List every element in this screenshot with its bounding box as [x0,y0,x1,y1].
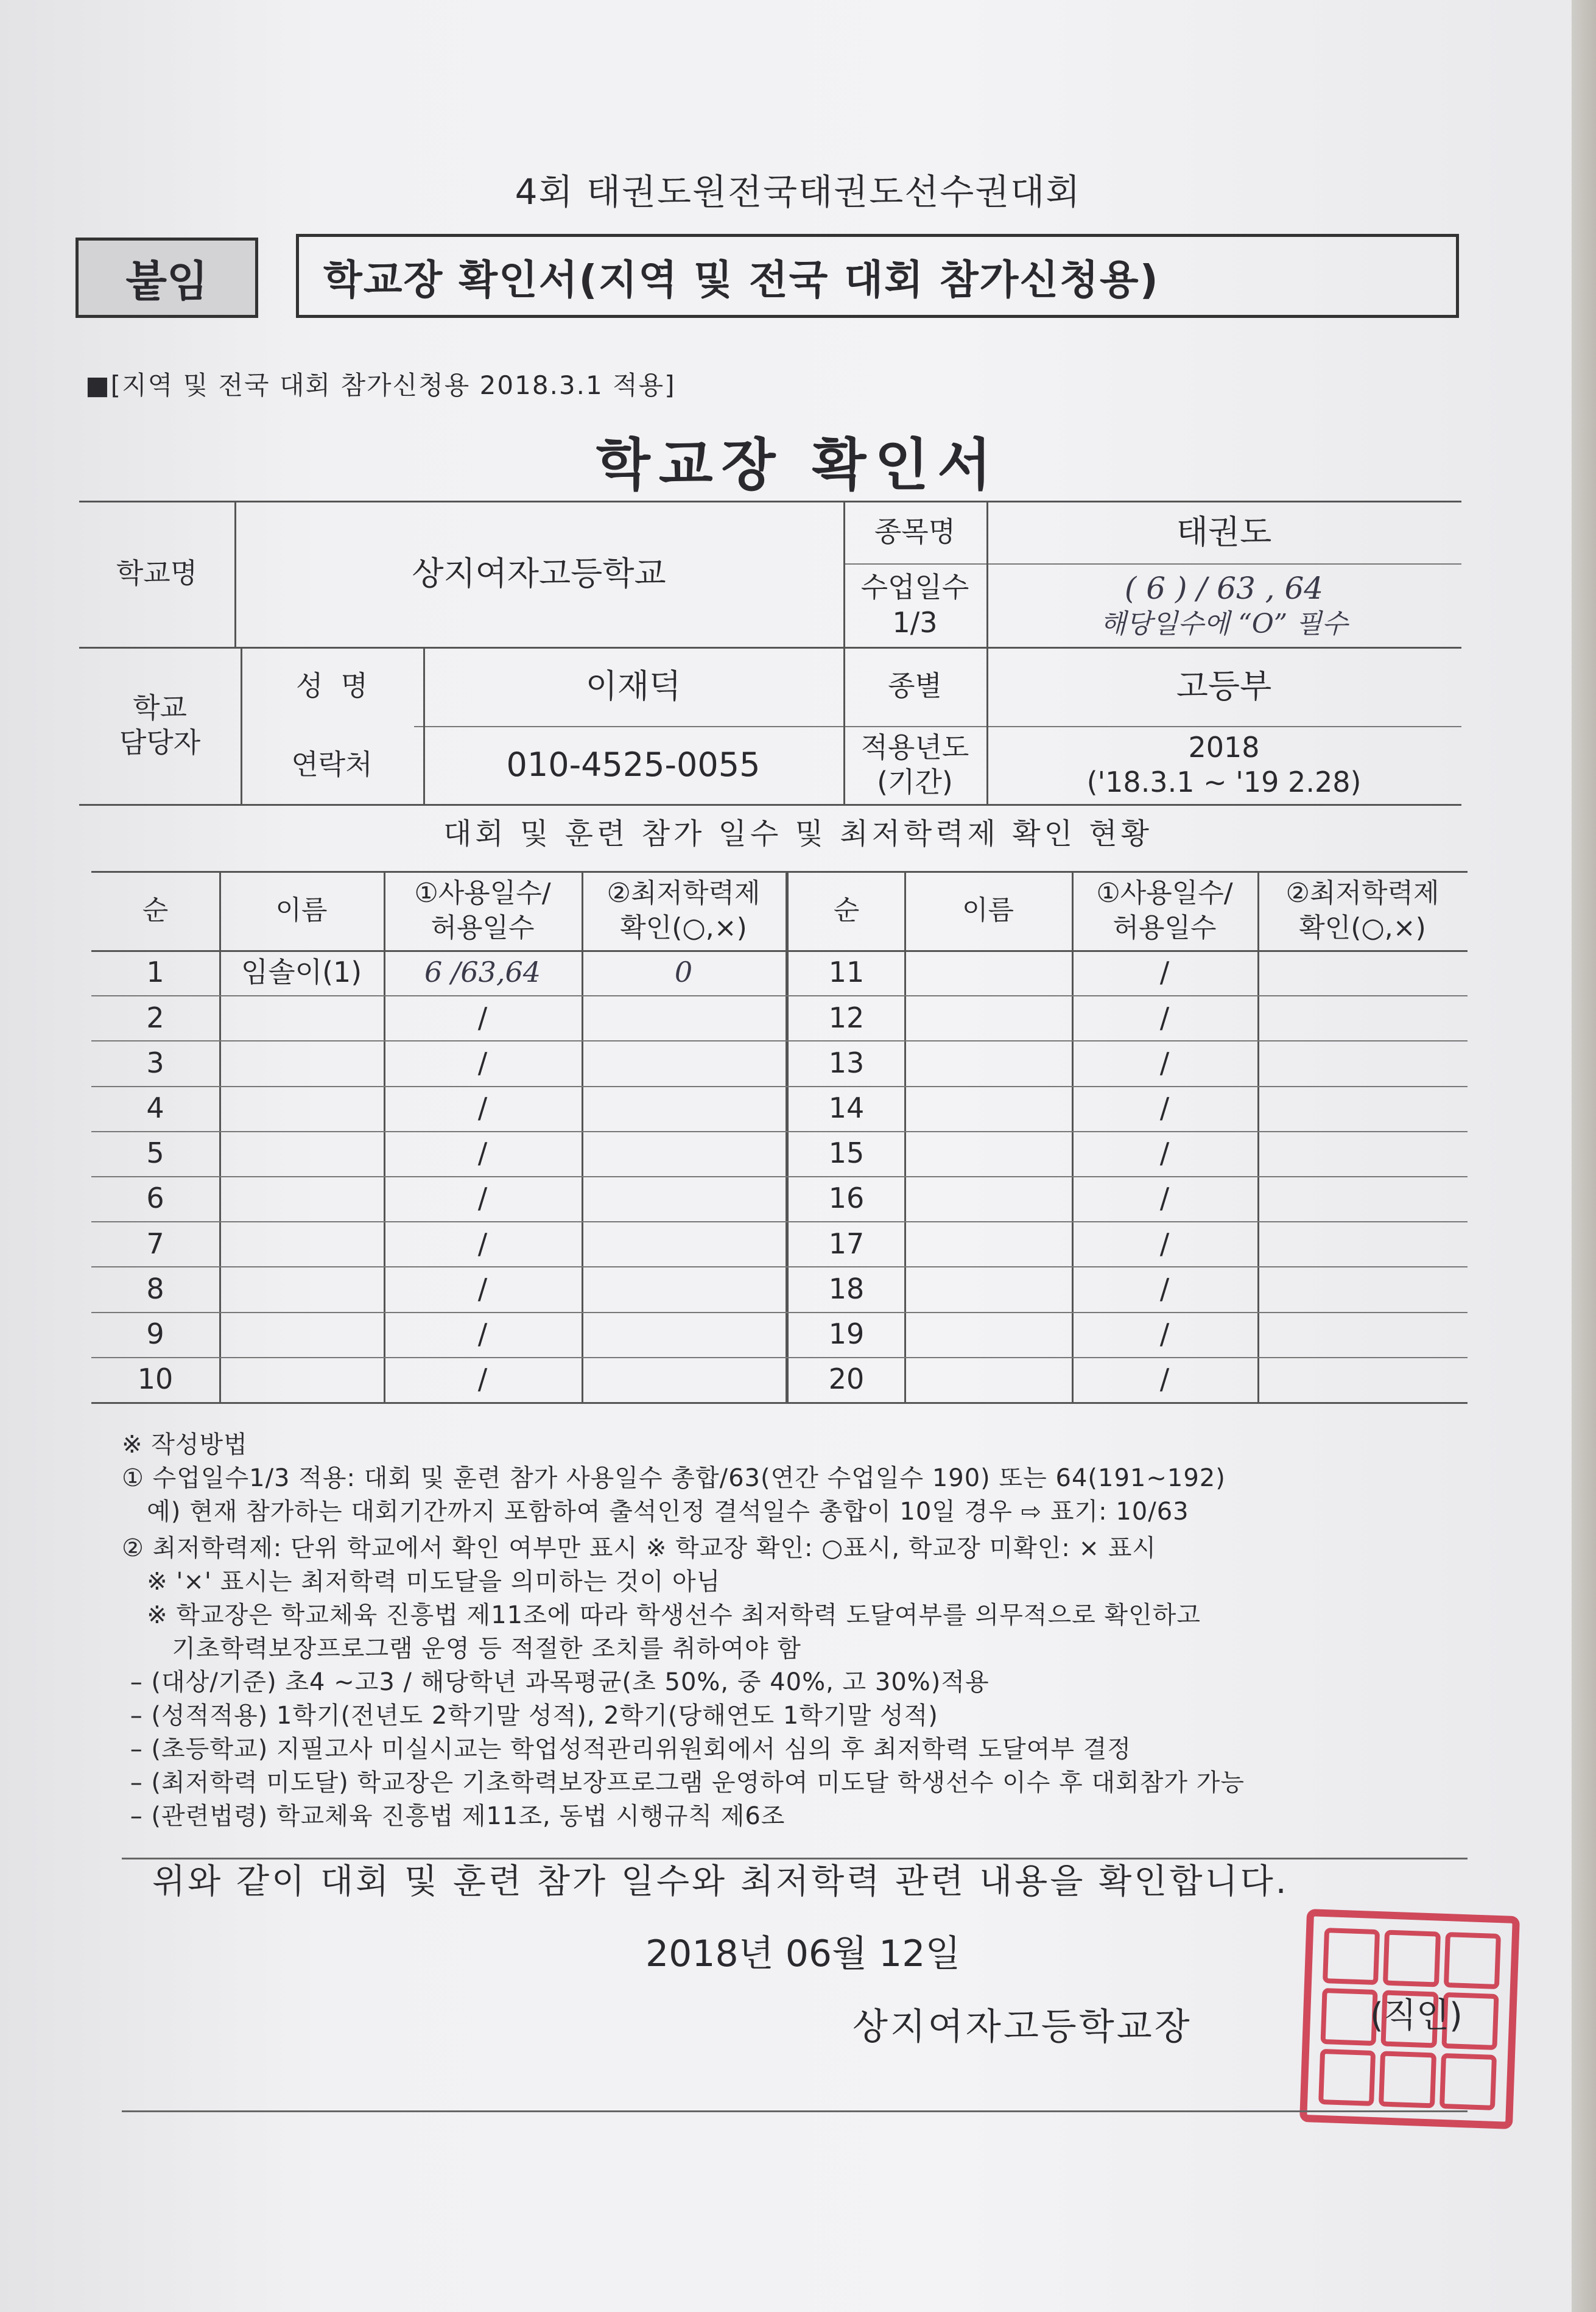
row-check-left [582,995,786,1040]
row-no-right: 16 [828,1182,865,1215]
manager-label-line2: 담당자 [119,726,201,759]
row-days-left: / [477,1001,488,1034]
row-no-right: 19 [828,1317,865,1350]
year-label [843,726,986,804]
row-days-right: / [1159,1317,1170,1350]
row-name-left [219,1086,384,1131]
method-heading: ※ 작성방법 [122,1431,248,1459]
row-name-left [219,1040,384,1085]
class-days-label [843,563,986,647]
row-name-right [904,1266,1072,1311]
row-days-right: / [1159,1362,1170,1396]
row-check-right [1257,1312,1468,1357]
year-label-line2: (기간) [877,766,953,798]
header-days-left-line1: ①사용일수/ [414,877,551,909]
header-name-left: 이름 [275,895,328,926]
header-name-right: 이름 [961,895,1014,926]
row-check-right [1257,1357,1468,1402]
paper-edge [1572,0,1596,2312]
row-check-left [582,1357,786,1402]
class-days-fraction: ( 6 ) / 63 , 64 [1124,570,1324,606]
row-days-left: 6 /63,64 [424,956,541,989]
header-days-right-line1: ①사용일수/ [1096,877,1233,909]
class-days-label-line2: 1/3 [892,605,938,639]
row-days-left: / [477,1091,488,1124]
row-check-left [582,1040,786,1085]
header-no-right: 순 [833,895,860,926]
row-check-right [1257,1040,1468,1085]
row-days-right: / [1159,1182,1170,1215]
row-no-left: 3 [146,1046,164,1079]
row-name-left [219,995,384,1040]
method-line: – (초등학교) 지필고사 미실시교는 학업성적관리위원회에서 심의 후 최저학력 도달여부 결정 [122,1735,1132,1763]
header-days-left-line2: 허용일수 [431,912,535,943]
row-check-right [1257,950,1468,995]
method-line: – (성적적용) 1학기(전년도 2학기말 성적), 2학기(당해연도 1학기말 성적) [122,1702,938,1730]
row-no-right: 17 [828,1227,865,1260]
row-name-right [904,995,1072,1040]
row-no-right: 14 [828,1091,865,1124]
row-name-right [904,1176,1072,1221]
manager-name-value: 이재덕 [585,667,681,706]
row-check-left [582,1086,786,1131]
attachment-label: 붙임 [76,238,258,318]
row-check-left [582,1266,786,1311]
header-check-left-line1: ②최저학력제 [606,877,761,909]
row-no-right: 12 [828,1001,865,1034]
row-days-left: / [477,1227,488,1260]
manager-label-line1: 학교 [133,691,187,724]
header-days-right [1072,871,1257,950]
manager-label [79,647,241,804]
row-check-right [1257,1131,1468,1176]
row-days-left: / [477,1182,488,1215]
method-line: – (대상/기준) 초4 ~고3 / 해당학년 과목평균(초 50%, 중 40%, 고 30%)적용 [122,1668,990,1696]
contact-label: 연락처 [291,748,373,781]
notice-text: ■[지역 및 전국 대회 참가신청용 2018.3.1 적용] [85,370,676,400]
method-line: ※ 학교장은 학교체육 진흥법 제11조에 따라 학생선수 최저학력 도달여부를 의무적으로 확인하고 [122,1601,1201,1629]
row-name-left [219,1176,384,1221]
sport-value: 태권도 [1176,512,1272,551]
section-title: 대회 및 훈련 참가 일수 및 최저학력제 확인 현황 [443,817,1153,851]
row-check-right [1257,1176,1468,1221]
class-days-label-line1: 수업일수 [860,571,969,604]
row-check-right [1257,995,1468,1040]
row-days-left: / [477,1362,488,1396]
header-check-right-line1: ②최저학력제 [1285,877,1440,909]
year-value [986,726,1461,804]
method-line: ① 수업일수1/3 적용: 대회 및 훈련 참가 사용일수 총합/63(연간 수업일수 190) 또는 64(191~192) [122,1464,1226,1492]
header-title: 학교장 확인서(지역 및 전국 대회 참가신청용) [296,234,1459,318]
row-no-left: 8 [146,1272,164,1305]
header-days-right-line2: 허용일수 [1113,912,1217,943]
row-days-right: / [1159,1001,1170,1034]
row-name-left [219,1357,384,1402]
method-line: – (관련법령) 학교체육 진흥법 제11조, 동법 시행규칙 제6조 [122,1802,786,1830]
row-name-left [219,1266,384,1311]
row-name-right [904,1040,1072,1085]
method-line: 예) 현재 참가하는 대회기간까지 포함하여 출석인정 결석일수 총합이 10일 경우 ⇨ 표기: 10/63 [122,1498,1189,1526]
row-check-right [1257,1086,1468,1131]
row-no-left: 5 [146,1137,164,1170]
class-days-value [986,563,1461,647]
principal-name: 상지여자고등학교장 [852,2006,1192,2048]
row-check-right [1257,1221,1468,1266]
row-no-left: 4 [146,1091,164,1124]
row-name-right [904,1312,1072,1357]
row-name-right [904,1221,1072,1266]
header-check-right [1257,871,1468,950]
school-name-value: 상지여자고등학교 [412,554,666,593]
row-no-right: 13 [828,1046,865,1079]
seal-label: (직인) [1370,1996,1463,2035]
year-value-line1: 2018 [1188,730,1260,764]
category-value: 고등부 [1176,667,1272,706]
row-no-right: 20 [828,1362,865,1396]
row-no-left: 6 [146,1182,164,1215]
school-name-label: 학교명 [116,557,198,590]
header-check-left-line2: 확인(○,×) [620,912,747,943]
row-name-right [904,1357,1072,1402]
category-label: 종별 [888,669,942,703]
row-days-left: / [477,1272,488,1305]
event-title: 4회 태권도원전국태권도선수권대회 [515,171,1081,213]
issue-date: 2018년 06월 12일 [645,1933,961,1975]
row-no-left: 9 [146,1317,164,1350]
row-days-right: / [1159,1272,1170,1305]
row-name-left [219,1221,384,1266]
row-days-right: / [1159,1137,1170,1170]
row-no-right: 15 [828,1137,865,1170]
row-days-right: / [1159,1046,1170,1079]
row-no-right: 11 [828,956,865,989]
row-no-right: 18 [828,1272,865,1305]
row-days-left: / [477,1137,488,1170]
method-line: ② 최저학력제: 단위 학교에서 확인 여부만 표시 ※ 학교장 확인: ○표시, 학교장 미확인: × 표시 [122,1534,1157,1562]
row-no-left: 7 [146,1227,164,1260]
class-days-note: 해당일수에 “O” 필수 [1100,608,1348,640]
document-title: 학교장 확인서 [596,432,1000,498]
row-no-left: 1 [146,956,164,989]
row-days-left: / [477,1046,488,1079]
year-label-line1: 적용년도 [860,730,969,764]
method-line: ※ '×' 표시는 최저학력 미도달을 의미하는 것이 아님 [122,1568,721,1596]
row-check-right [1257,1266,1468,1311]
row-no-left: 2 [146,1001,164,1034]
row-check-left [582,1312,786,1357]
year-period: ('18.3.1 ~ '19 2.28) [1086,766,1362,798]
row-check-left [582,1221,786,1266]
row-name-left [219,1312,384,1357]
row-check-left [582,1176,786,1221]
row-days-right: / [1159,1091,1170,1124]
row-name-right [904,950,1072,995]
row-name-left [219,1131,384,1176]
header-no-left: 순 [142,895,169,926]
row-days-left: / [477,1317,488,1350]
confirmation-statement: 위와 같이 대회 및 훈련 참가 일수와 최저학력 관련 내용을 확인합니다. [152,1862,1289,1901]
row-check-left: 0 [674,956,693,989]
header-check-left [582,871,786,950]
row-check-left [582,1131,786,1176]
header-days-left [384,871,582,950]
contact-value: 010-4525-0055 [506,745,761,784]
row-name-right [904,1086,1072,1131]
row-days-right: / [1159,1227,1170,1260]
row-no-left: 10 [137,1362,174,1396]
row-days-right: / [1159,956,1170,989]
manager-name-label: 성 명 [295,669,368,703]
header-check-right-line2: 확인(○,×) [1299,912,1426,943]
method-line: – (최저학력 미도달) 학교장은 기초학력보장프로그램 운영하여 미도달 학생선수 이수 후 대회참가 가능 [122,1769,1245,1797]
row-name-left: 임솔이(1) [241,956,362,989]
sport-label: 종목명 [874,515,956,548]
method-line: 기초학력보장프로그램 운영 등 적절한 조치를 취하여야 함 [122,1635,801,1663]
row-name-right [904,1131,1072,1176]
